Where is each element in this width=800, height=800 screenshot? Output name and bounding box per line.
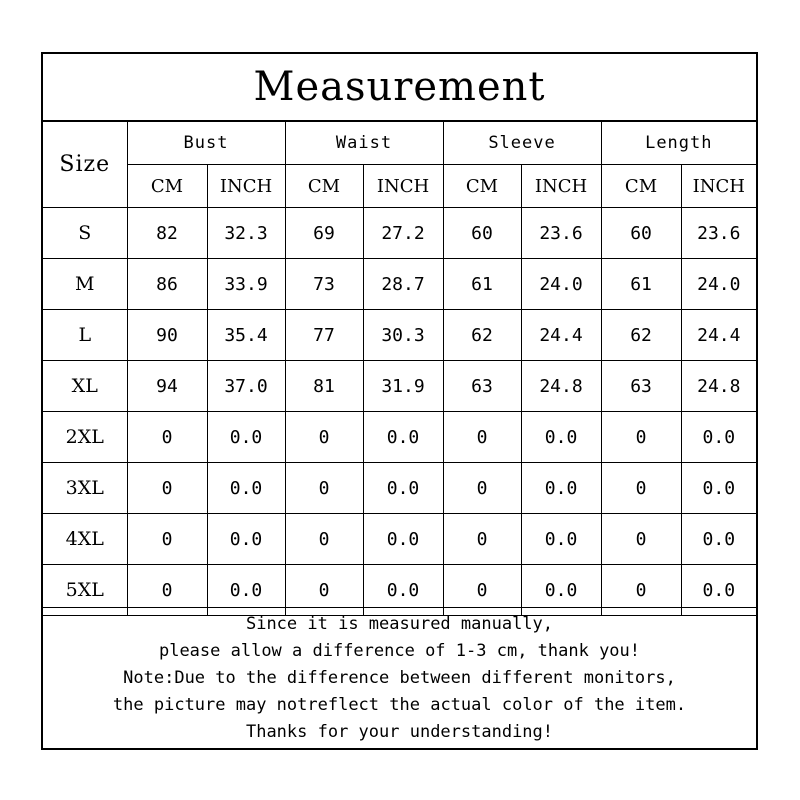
measurement-cell: 35.4 — [207, 310, 285, 361]
measurement-cell: 30.3 — [363, 310, 443, 361]
measurement-cell: 0.0 — [521, 463, 601, 514]
size-cell: S — [43, 208, 127, 259]
measurement-cell: 0.0 — [681, 514, 756, 565]
measurement-cell: 69 — [285, 208, 363, 259]
measurement-cell: 0.0 — [207, 514, 285, 565]
note-line: the picture may notreflect the actual color of the item. — [112, 694, 687, 715]
size-table — [43, 122, 756, 616]
chart-title: Measurement — [43, 54, 756, 122]
size-cell: 4XL — [43, 514, 127, 565]
measurement-cell: 0 — [601, 412, 681, 463]
measurement-cell: 37.0 — [207, 361, 285, 412]
measurement-cell: 0 — [285, 412, 363, 463]
measurement-cell: 0 — [601, 514, 681, 565]
measurement-cell: 23.6 — [681, 208, 756, 259]
size-cell: 3XL — [43, 463, 127, 514]
unit-header-inch: INCH — [207, 165, 285, 208]
unit-header-inch: INCH — [681, 165, 756, 208]
column-group-waist: Waist — [285, 122, 443, 165]
measurement-cell: 0.0 — [363, 463, 443, 514]
measurement-cell: 24.8 — [521, 361, 601, 412]
note-line: Since it is measured manually, — [245, 613, 554, 634]
measurement-cell: 62 — [443, 310, 521, 361]
measurement-cell: 0.0 — [521, 412, 601, 463]
measurement-cell: 0.0 — [207, 463, 285, 514]
table-row — [43, 463, 756, 514]
measurement-cell: 0 — [127, 463, 207, 514]
measurement-cell: 63 — [601, 361, 681, 412]
unit-header-cm: CM — [127, 165, 207, 208]
unit-header-cm: CM — [443, 165, 521, 208]
measurement-cell: 60 — [443, 208, 521, 259]
table-row — [43, 208, 756, 259]
size-cell: 2XL — [43, 412, 127, 463]
measurement-cell: 33.9 — [207, 259, 285, 310]
table-row — [43, 514, 756, 565]
measurement-cell: 24.0 — [681, 259, 756, 310]
measurement-cell: 0 — [601, 463, 681, 514]
measurement-cell: 28.7 — [363, 259, 443, 310]
measurement-cell: 73 — [285, 259, 363, 310]
measurement-cell: 81 — [285, 361, 363, 412]
column-group-sleeve: Sleeve — [443, 122, 601, 165]
measurement-cell: 61 — [443, 259, 521, 310]
measurement-cell: 0.0 — [681, 565, 756, 616]
measurement-cell: 82 — [127, 208, 207, 259]
note-line: Thanks for your understanding! — [245, 721, 554, 742]
measurement-cell: 0 — [127, 412, 207, 463]
measurement-cell: 31.9 — [363, 361, 443, 412]
size-header: Size — [43, 122, 127, 208]
measurement-note — [43, 607, 756, 748]
measurement-cell: 0 — [443, 463, 521, 514]
measurement-cell: 24.4 — [681, 310, 756, 361]
measurement-cell: 24.4 — [521, 310, 601, 361]
measurement-cell: 0.0 — [207, 565, 285, 616]
measurement-cell: 32.3 — [207, 208, 285, 259]
measurement-cell: 0 — [443, 412, 521, 463]
measurement-cell: 0 — [443, 565, 521, 616]
size-cell: XL — [43, 361, 127, 412]
measurement-cell: 94 — [127, 361, 207, 412]
unit-header-cm: CM — [285, 165, 363, 208]
measurement-cell: 0 — [285, 565, 363, 616]
unit-header-inch: INCH — [363, 165, 443, 208]
column-group-bust: Bust — [127, 122, 285, 165]
measurement-cell: 60 — [601, 208, 681, 259]
measurement-cell: 24.8 — [681, 361, 756, 412]
measurement-cell: 90 — [127, 310, 207, 361]
size-chart — [41, 52, 758, 750]
table-row — [43, 259, 756, 310]
measurement-cell: 0 — [285, 463, 363, 514]
measurement-cell: 0.0 — [681, 463, 756, 514]
measurement-cell: 0.0 — [363, 412, 443, 463]
note-line: please allow a difference of 1-3 cm, thank you! — [158, 640, 641, 661]
measurement-cell: 0 — [443, 514, 521, 565]
measurement-cell: 0.0 — [363, 565, 443, 616]
table-row — [43, 412, 756, 463]
measurement-cell: 0 — [127, 514, 207, 565]
measurement-cell: 77 — [285, 310, 363, 361]
size-cell: M — [43, 259, 127, 310]
size-cell: L — [43, 310, 127, 361]
measurement-cell: 62 — [601, 310, 681, 361]
measurement-cell: 24.0 — [521, 259, 601, 310]
measurement-cell: 0.0 — [521, 565, 601, 616]
size-cell: 5XL — [43, 565, 127, 616]
table-row — [43, 361, 756, 412]
measurement-cell: 61 — [601, 259, 681, 310]
measurement-cell: 0.0 — [207, 412, 285, 463]
measurement-cell: 0 — [601, 565, 681, 616]
unit-header-cm: CM — [601, 165, 681, 208]
table-row — [43, 310, 756, 361]
measurement-cell: 86 — [127, 259, 207, 310]
measurement-cell: 63 — [443, 361, 521, 412]
column-group-length: Length — [601, 122, 756, 165]
measurement-cell: 27.2 — [363, 208, 443, 259]
measurement-cell: 0 — [285, 514, 363, 565]
measurement-cell: 23.6 — [521, 208, 601, 259]
note-line: Note:Due to the difference between different monitors, — [123, 667, 676, 688]
unit-header-inch: INCH — [521, 165, 601, 208]
measurement-cell: 0.0 — [521, 514, 601, 565]
measurement-cell: 0.0 — [681, 412, 756, 463]
measurement-cell: 0.0 — [363, 514, 443, 565]
measurement-cell: 0 — [127, 565, 207, 616]
